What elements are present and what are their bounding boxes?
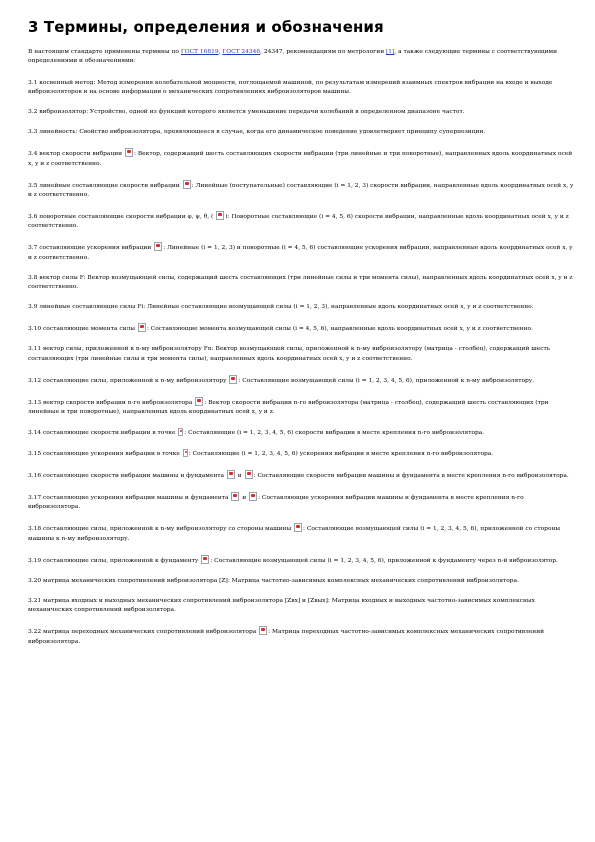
term-paragraph: 3.9 линейные составляющие силы Fi: Линейные составляющие возмущающей силы (i = 1, 2, 3), направленные вдоль координатных осей x, y и z соответственно. — [28, 304, 534, 311]
broken-image-icon — [259, 626, 267, 635]
term-paragraph: 3.6 поворотные составляющие скорости вибрации φ, ψ, θ, ( ): Поворотные составляющие (i = 4, 5, 6) скорости вибрации, направленные вдоль координатных осей x, y и z соответственно. — [28, 211, 575, 232]
intro-paragraph: В настоящем стандарте применены термины по ГОСТ 16819, ГОСТ 24346, 24347, рекомендациям по метрологии [1], а также следующие термины с соответствующими определениями и обозначениями: — [28, 49, 558, 65]
term-paragraph: 3.4 вектор скорости вибрации : Вектор, содержащий шесть составляющих скорости вибрации (три линейные и три поворотные), направленных вдоль координатных осей x, y и z соответственно. — [28, 148, 575, 169]
broken-image-icon — [178, 428, 183, 436]
term-paragraph: 3.8 вектор силы F: Вектор возмущающей силы, содержащий шесть составляющих (три линейные силы и три момента силы), направленных вдоль координатных осей x, y и z соответственно. — [28, 274, 573, 291]
term-paragraph: 3.7 составляющие ускорения вибрации : Линейные (i = 1, 2, 3) и поворотные (i = 4, 5, 6) составляющие ускорения вибрации, направленные вдоль координатных осей x, y и z соответственно. — [28, 242, 575, 263]
term-paragraph: 3.16 составляющие скорости вибрации машины и фундамента и : Составляющие скорости вибрации машины и фундамента в месте крепления n-го виброизолятора. — [28, 470, 575, 481]
broken-image-icon — [195, 397, 203, 406]
broken-image-icon — [154, 242, 162, 251]
broken-image-icon — [216, 211, 224, 220]
broken-image-icon — [231, 492, 239, 501]
link-gost-24346[interactable]: ГОСТ 24346 — [222, 49, 261, 55]
term-paragraph: 3.17 составляющие ускорения вибрации машины и фундамента и : Составляющие ускорения вибрации машины и фундамента в месте крепления n-го виброизолятора. — [28, 492, 575, 513]
term-paragraph: 3.21 матрица входных и выходных механических сопротивлений виброизолятора [Zвх] и [Zвых]: Матрица входных и выходных частотно-зависимых комплексных механических сопротивлений виброизолятора. — [28, 597, 535, 614]
broken-image-icon — [245, 470, 253, 479]
broken-image-icon — [229, 375, 237, 384]
term-paragraph: 3.2 виброизолятор: Устройство, одной из функций которого является уменьшение передачи колебаний в определенном диапазоне частот. — [28, 109, 465, 116]
term-paragraph: 3.18 составляющие силы, приложенной к n-му виброизолятору со стороны машины : Составляющие возмущающей силы (i = 1, 2, 3, 4, 5, 6), приложенной со стороны машины к n-му виброизолятору. — [28, 523, 575, 544]
broken-image-icon — [183, 180, 191, 189]
broken-image-icon — [201, 555, 209, 564]
term-paragraph: 3.20 матрица механических сопротивлений виброизолятора [Z]: Матрица частотно-зависимых комплексных механических сопротивлений виброизолятора. — [28, 577, 519, 584]
broken-image-icon — [125, 148, 133, 157]
term-paragraph: 3.19 составляющие силы, приложенной к фундаменту : Составляющие возмущающей силы (i = 1, 2, 3, 4, 5, 6), приложенной к фундаменту через n-й виброизолятор. — [28, 555, 575, 566]
section-title: 3 Термины, определения и обозначения — [28, 18, 384, 36]
term-paragraph: 3.12 составляющие силы, приложенной к n-му виброизолятору : Составляющие возмущающей силы (i = 1, 2, 3, 4, 5, 6), приложенной к n-му виброизолятору. — [28, 375, 575, 386]
term-paragraph: 3.10 составляющие момента силы : Составляющие момента возмущающей силы (i = 4, 5, 6), направленные вдоль координатных осей x, y и z соответственно. — [28, 323, 575, 334]
term-paragraph: 3.1 косвенный метод: Метод измерения колебательной мощности, поглощаемой машиной, по результатам измерений взаимных спектров вибрации на входе и выходе виброизоляторов и на основе информации о механических сопротивлениях виброизоляторов машины. — [28, 79, 553, 96]
term-paragraph: 3.15 составляющие ускорения вибрации в точке : Составляющие (i = 1, 2, 3, 4, 5, 6) ускорения вибрации в месте крепления n-го виброизолятора. — [28, 451, 494, 458]
broken-image-icon — [249, 492, 257, 501]
term-paragraph: 3.14 составляющие скорости вибрации в точке : Составляющие (i = 1, 2, 3, 4, 5, 6) скорости вибрации в месте крепления n-го виброизолятора. — [28, 430, 485, 437]
term-paragraph: 3.3 линейность: Свойство виброизолятора, проявляющееся в случае, когда его динамическое поведение удовлетворяет принципу суперпозиции. — [28, 129, 486, 136]
term-paragraph: 3.5 линейные составляющие скорости вибрации : Линейные (поступательные) составляющие (i = 1, 2, 3) скорости вибрации, направленные вдоль координатных осей x, y и z соответственно. — [28, 180, 575, 201]
broken-image-icon — [138, 323, 146, 332]
term-paragraph: 3.22 матрица переходных механических сопротивлений виброизолятора : Матрица переходных частотно-зависимых комплексных механических сопротивлений виброизолятора. — [28, 626, 575, 647]
terms-list — [28, 79, 575, 647]
term-paragraph: 3.11 вектор силы, приложенной к n-му виброизолятору Fn: Вектор возмущающей силы, приложенной к n-му виброизолятору (матрица - столбец), содержащий шесть составляющих (три линейные силы и три момента силы), направленных вдоль координатных осей x, y и z соответственно. — [28, 346, 550, 362]
term-paragraph: 3.13 вектор скорости вибрации n-го виброизолятора : Вектор скорости вибрации n-го виброизолятора (матрица - столбец), содержащий шесть составляющих (три линейные и три поворотные), направленных вдоль координатных осей x, y и z. — [28, 397, 575, 418]
broken-image-icon — [183, 449, 188, 457]
broken-image-icon — [294, 523, 302, 532]
link-gost-16819[interactable]: ГОСТ 16819 — [180, 49, 219, 55]
link-reference-1[interactable]: [1] — [386, 49, 395, 55]
broken-image-icon — [227, 470, 235, 479]
